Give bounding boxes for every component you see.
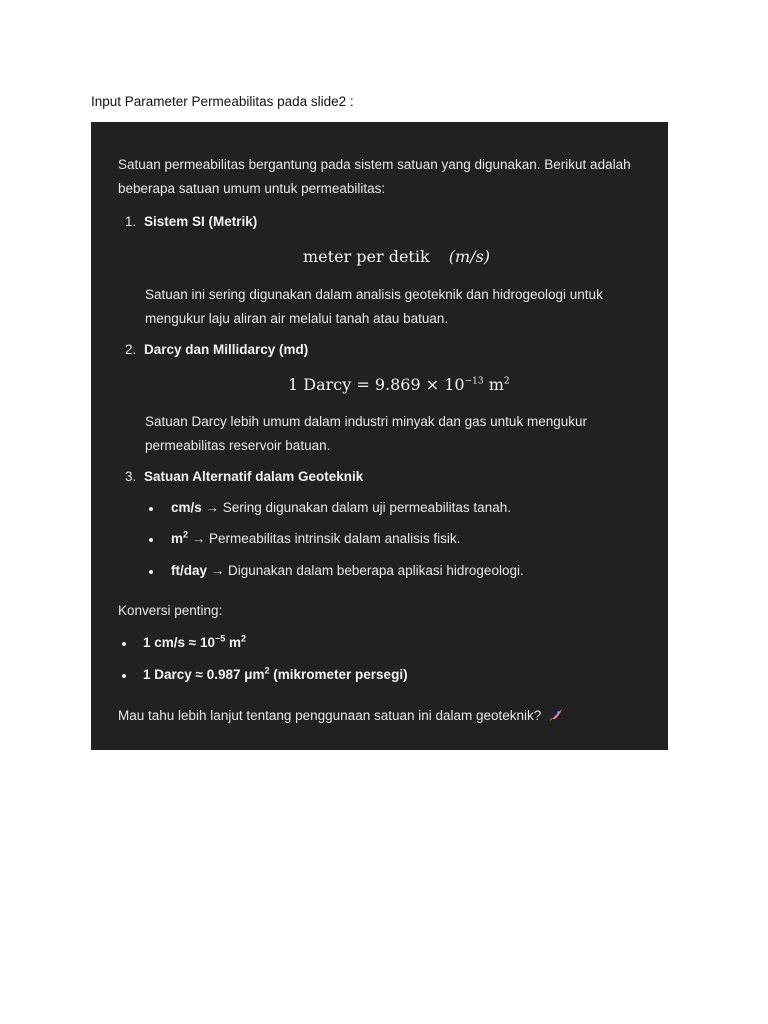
section-1-desc-line-1: Satuan ini sering digunakan dalam analisis geoteknik dan hidrogeologi untuk	[145, 287, 603, 302]
section-3-number: 3.	[125, 469, 137, 484]
bullet-dot	[122, 674, 126, 678]
chat-response-screenshot	[91, 122, 668, 750]
section-1-title: Sistem SI (Metrik)	[144, 214, 258, 229]
bullet-dot	[149, 538, 153, 542]
section-3-title: Satuan Alternatif dalam Geoteknik	[144, 469, 364, 484]
section-2-desc-line-2: permeabilitas reservoir batuan.	[145, 438, 331, 453]
section-2-title: Darcy dan Millidarcy (md)	[144, 342, 309, 357]
unit-bullet-1: cm/s → Sering digunakan dalam uji permeabilitas tanah.	[171, 500, 511, 515]
section-1-desc-line-2: mengukur laju aliran air melalui tanah atau batuan.	[145, 311, 449, 326]
section-2-formula: 1 Darcy = $9.869 \times 10^{-13}$ $m^2$	[288, 375, 510, 394]
conversion-item-2: 1 Darcy ≈ 0.987 $\mu m^2$ (mikrometer persegi)	[143, 665, 408, 682]
section-2-number: 2.	[125, 342, 137, 357]
conversion-item-1: 1 $cm/s \approx 10^{-5}$ $m^2$	[143, 633, 247, 650]
bullet-dot	[122, 642, 126, 646]
section-2-desc-line-1: Satuan Darcy lebih umum dalam industri minyak dan gas untuk mengukur	[145, 414, 587, 429]
rocket-icon	[549, 708, 563, 725]
section-1-number: 1.	[125, 214, 137, 229]
section-1-formula	[303, 247, 490, 266]
intro-line-2: beberapa satuan umum untuk permeabilitas:	[118, 181, 386, 196]
bullet-dot	[149, 570, 153, 574]
bullet-dot	[149, 507, 153, 511]
unit-bullet-2: $m^2$ → Permeabilitas intrinsik dalam analisis fisik.	[171, 529, 461, 546]
intro-line-1: Satuan permeabilitas bergantung pada sistem satuan yang digunakan. Berikut adalah	[118, 157, 631, 172]
conversion-heading: Konversi penting:	[118, 603, 223, 618]
closing-question: Mau tahu lebih lanjut tentang penggunaan satuan ini dalam geoteknik?	[118, 708, 563, 725]
unit-bullet-3: ft/day → Digunakan dalam beberapa aplikasi hidrogeologi.	[171, 563, 524, 578]
document-caption: Input Parameter Permeabilitas pada slide2 :	[91, 94, 354, 109]
formula-text: meter per detik	[303, 247, 430, 266]
formula-unit: (m/s)	[448, 247, 491, 266]
